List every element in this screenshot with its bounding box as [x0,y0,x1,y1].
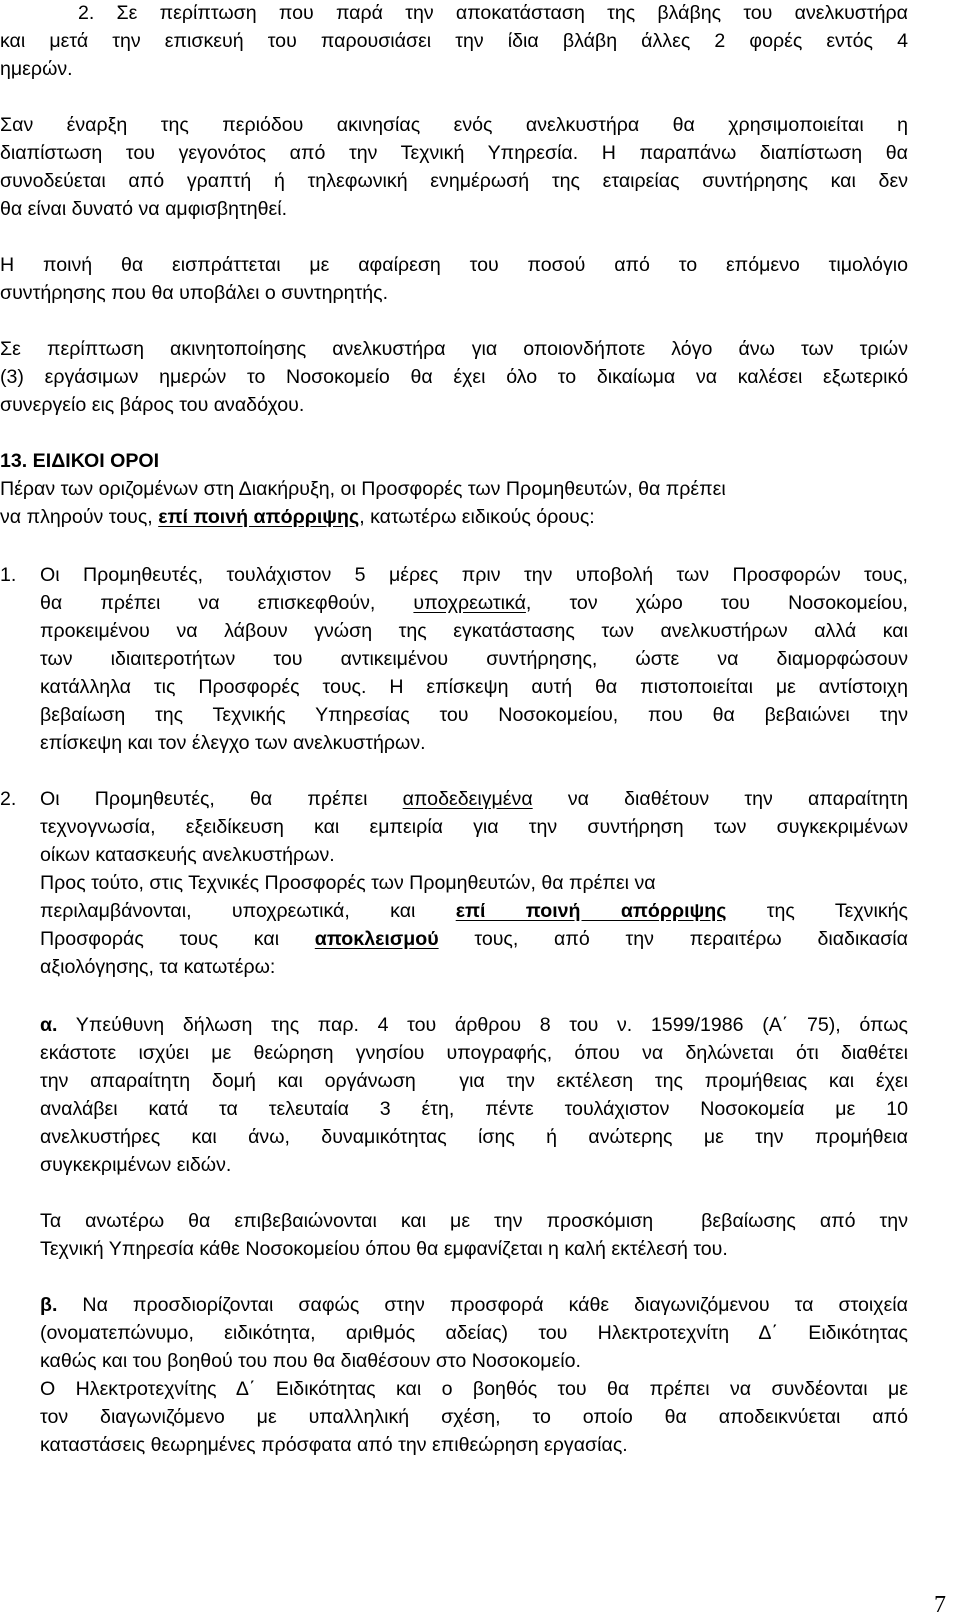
item-1-line-7: επίσκεψη και τον έλεγχο των ανελκυστήρων. [40,732,426,754]
page-number: 7 [934,1592,946,1618]
item-2-line-7: αξιολόγησης, τα κατωτέρω: [40,956,276,978]
item-a-line-5: ανελκυστήρες και άνω, δυναμικότητας ίσης ή ανώτερης με την προμήθεια [40,1126,908,1148]
emphasis-rejection: επί ποινή απόρριψης [158,506,360,528]
para-immobil-line-3: συνεργείο εις βάρος του αναδόχου. [0,394,305,416]
item2-cont-line-3: ημερών. [0,58,73,80]
item-1-line-4: των ιδιαιτεροτήτων του αντικειμένου συντήρησης, ώστε να διαμορφώσουν [40,648,908,670]
item2-cont-line-2: και μετά την επισκευή του παρουσιάσει την ίδια βλάβη άλλες 2 φορές εντός 4 [0,30,908,52]
item-1-number: 1. [0,564,17,586]
para-immobil-line-1: Σε περίπτωση ακινητοποίησης ανελκυστήρα για οποιονδήποτε λόγο άνω των τριών [0,338,908,360]
para-start-line-2: διαπίστωση του γεγονότος από την Τεχνική Υπηρεσία. Η παραπάνω διαπίστωση θα [0,142,908,164]
item-1-line-5: κατάλληλα τις Προσφορές τους. Η επίσκεψη αυτή θα πιστοποιείται με αντίστοιχη [40,676,908,698]
item-a-line-1: α. Υπεύθυνη δήλωση της παρ. 4 του άρθρου 8 του ν. 1599/1986 (Α΄ 75), όπως [40,1014,908,1036]
item-1-line-6: βεβαίωση της Τεχνικής Υπηρεσίας του Νοσοκομείου, που θα βεβαιώνει την [40,704,908,726]
item-a-p2-line-2: Τεχνική Υπηρεσία κάθε Νοσοκομείου όπου θα εμφανίζεται η καλή εκτέλεσή του. [40,1238,728,1260]
item-b-line-6: καταστάσεις θεωρημένες πρόσφατα από την επιθεώρηση εργασίας. [40,1434,628,1456]
item-1-line-2: θα πρέπει να επισκεφθούν, υποχρεωτικά, τον χώρο του Νοσοκομείου, [40,592,908,614]
emphasis-mandatory: υποχρεωτικά [413,592,526,614]
item-2-line-2: τεχνογνωσία, εξειδίκευση και εμπειρία για την συντήρηση των συγκεκριμένων [40,816,908,838]
item-b-label: β. [40,1294,58,1316]
item-2-line-5: περιλαμβάνονται, υποχρεωτικά, και επί ποινή απόρριψης της Τεχνικής [40,900,908,922]
item-1-line-3: προκειμένου να λάβουν γνώση της εγκατάστασης των ανελκυστήρων αλλά και [40,620,908,642]
item-a-line-3: την απαραίτητη δομή και οργάνωση για την εκτέλεση της προμήθειας και έχει [40,1070,908,1092]
item-a-p2-line-1: Τα ανωτέρω θα επιβεβαιώνονται και με την προσκόμιση βεβαίωσης από την [40,1210,908,1232]
emphasis-exclusion: αποκλεισμού [314,928,439,950]
item-a-line-2: εκάστοτε ισχύει με θεώρηση γνησίου υπογραφής, όπου να δηλώνεται ότι διαθέτει [40,1042,908,1064]
section-13-line-2: να πληρούν τους, επί ποινή απόρριψης, κατωτέρω ειδικούς όρους: [0,506,595,528]
item-a-label: α. [40,1014,58,1036]
para-penalty-line-1: Η ποινή θα εισπράττεται με αφαίρεση του ποσού από το επόμενο τιμολόγιο [0,254,908,276]
para-start-line-4: θα είναι δυνατό να αμφισβητηθεί. [0,198,288,220]
item-2-line-1: Οι Προμηθευτές, θα πρέπει αποδεδειγμένα να διαθέτουν την απαραίτητη [40,788,908,810]
emphasis-rejection-2: επί ποινή απόρριψης [455,900,727,922]
item-2-line-6: Προσφοράς τους και αποκλεισμού τους, από την περαιτέρω διαδικασία [40,928,908,950]
para-start-line-1: Σαν έναρξη της περιόδου ακινησίας ενός ανελκυστήρα θα χρησιμοποιείται η [0,114,908,136]
item-1-line-1: Οι Προμηθευτές, τουλάχιστον 5 μέρες πριν την υποβολή των Προσφορών τους, [40,564,908,586]
item-a-line-4: αναλάβει κατά τα τελευταία 3 έτη, πέντε τουλάχιστον Νοσοκομεία με 10 [40,1098,908,1120]
para-immobil-line-2: (3) εργάσιμων ημερών το Νοσοκομείο θα έχει όλο το δικαίωμα να καλέσει εξωτερικό [0,366,908,388]
section-13-line-1: Πέραν των οριζομένων στη Διακήρυξη, οι Προσφορές των Προμηθευτών, θα πρέπει [0,478,726,500]
item-b-line-1: β. Να προσδιορίζονται σαφώς στην προσφορά κάθε διαγωνιζόμενου τα στοιχεία [40,1294,908,1316]
item-a-line-6: συγκεκριμένων ειδών. [40,1154,232,1176]
item-2-line-3: οίκων κατασκευής ανελκυστήρων. [40,844,335,866]
item-b-line-3: καθώς και του βοηθού του που θα διαθέσουν στο Νοσοκομείο. [40,1350,581,1372]
item-b-line-2: (ονοματεπώνυμο, ειδικότητα, αριθμός αδείας) του Ηλεκτροτεχνίτη Δ΄ Ειδικότητας [40,1322,908,1344]
para-penalty-line-2: συντήρησης που θα υποβάλει ο συντηρητής. [0,282,389,304]
section-13-heading: 13. ΕΙΔΙΚΟΙ ΟΡΟΙ [0,450,160,472]
item-b-line-4: Ο Ηλεκτροτεχνίτης Δ΄ Ειδικότητας και ο βοηθός του θα πρέπει να συνδέονται με [40,1378,908,1400]
emphasis-proven: αποδεδειγμένα [402,788,533,810]
para-start-line-3: συνοδεύεται από γραπτή ή τηλεφωνική ενημέρωσή της εταιρείας συντήρησης και δεν [0,170,908,192]
item-b-line-5: τον διαγωνιζόμενο με υπαλληλική σχέση, το οποίο θα αποδεικνύεται από [40,1406,908,1428]
item-2-line-4: Προς τούτο, στις Τεχνικές Προσφορές των Προμηθευτών, θα πρέπει να [40,872,656,894]
item-2-number: 2. [0,788,17,810]
item2-cont-line-1: 2. Σε περίπτωση που παρά την αποκατάσταση της βλάβης του ανελκυστήρα [78,2,908,24]
